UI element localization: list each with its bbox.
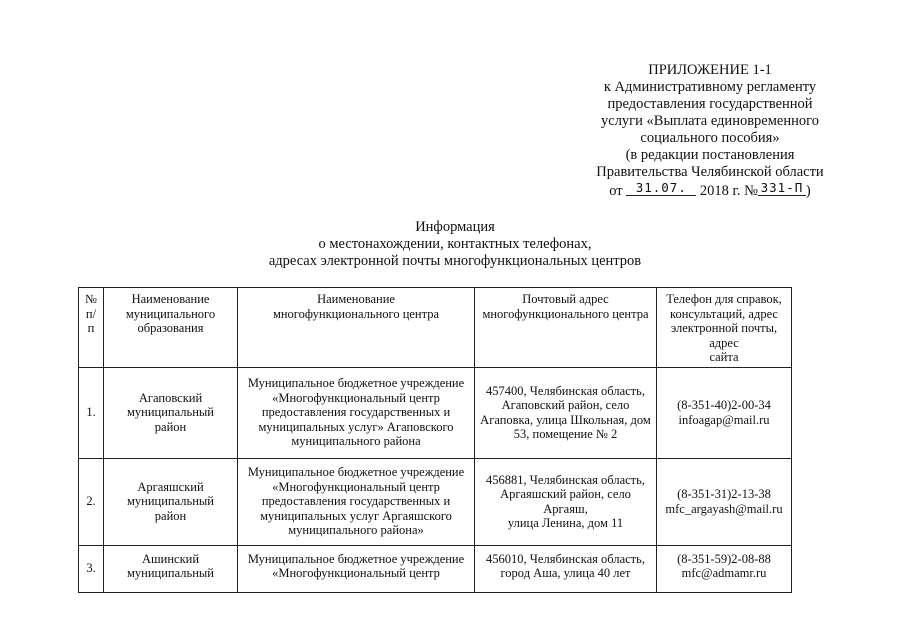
cell-line: город Аша, улица 40 лет (500, 566, 631, 580)
appendix-line: услуги «Выплата единовременного (601, 113, 819, 129)
handwritten-date: 31.07. (626, 181, 696, 196)
phone-text: (8-351-59)2-08-88 (677, 551, 771, 566)
municipality-cell (104, 545, 238, 592)
header-text: Наименование (317, 292, 395, 306)
cell-line: «Многофункциональный центр (272, 566, 440, 580)
center-name-cell (238, 367, 475, 458)
cell-line: «Многофункциональный центр (272, 479, 440, 494)
email-text: infoagap@mail.ru (678, 412, 770, 427)
header-text: Телефон для справок, (666, 292, 782, 306)
header-number (79, 288, 104, 368)
appendix-line: социального пособия» (640, 130, 780, 146)
phone-text: (8-351-31)2-13-38 (677, 487, 771, 501)
cell-line: муниципальный (127, 494, 214, 509)
header-text: многофункционального центра (272, 306, 440, 321)
closing-paren: ) (805, 183, 811, 199)
row-number: 1. (79, 367, 104, 458)
cell-line: предоставления государственных и (261, 494, 451, 509)
header-text: образования (137, 321, 204, 335)
cell-line: муниципального района (291, 434, 421, 449)
mfc-table (78, 287, 792, 593)
cell-line: район (154, 508, 187, 523)
municipality-cell (104, 458, 238, 545)
header-text: п/п (85, 306, 97, 335)
header-text: сайта (709, 350, 739, 364)
header-municipality (104, 288, 238, 368)
header-contacts (657, 288, 792, 368)
contacts-cell (657, 545, 792, 592)
header-text: муниципального (125, 306, 216, 321)
contacts-cell (657, 458, 792, 545)
header-text: Наименование (131, 292, 210, 306)
address-cell (475, 367, 657, 458)
information-title (190, 219, 720, 270)
cell-line: 456010, Челябинская область, (486, 551, 645, 566)
appendix-header (560, 62, 860, 200)
cell-line: Агаповский район, село (501, 398, 630, 412)
table-row (79, 458, 792, 545)
municipality-cell (104, 367, 238, 458)
phone-text: (8-351-40)2-00-34 (677, 398, 771, 412)
title-line: о местонахождении, контактных телефонах, (318, 236, 592, 252)
center-name-cell (238, 458, 475, 545)
appendix-line: ПРИЛОЖЕНИЕ 1-1 (648, 62, 772, 78)
appendix-date-line (560, 181, 860, 200)
cell-line: 53, помещение № 2 (513, 427, 618, 441)
cell-line: Муниципальное бюджетное учреждение (247, 551, 465, 566)
table-row (79, 545, 792, 592)
header-text: консультаций, адрес (670, 306, 778, 321)
cell-line: Агаповка, улица Школьная, дом (480, 412, 651, 427)
header-text: № (85, 292, 97, 306)
row-number: 3. (79, 545, 104, 592)
date-prefix: от (609, 183, 623, 199)
cell-line: Ашинский (141, 551, 200, 566)
header-text: многофункционального центра (482, 306, 649, 321)
address-cell (475, 458, 657, 545)
appendix-line: предоставления государственной (607, 96, 813, 112)
cell-line: Аргаяшский район, село (500, 487, 631, 501)
cell-line: муниципальных услуг» Агаповского (258, 419, 454, 434)
appendix-line: к Административному регламенту (603, 79, 817, 95)
cell-line: улица Ленина, дом 11 (507, 516, 624, 530)
title-line: адресах электронной почты многофункциональных центров (268, 253, 642, 269)
cell-line: Аргаяш, (543, 501, 588, 516)
handwritten-number: 331-П (758, 181, 806, 196)
cell-line: Муниципальное бюджетное учреждение (247, 376, 465, 391)
cell-line: муниципальный (127, 405, 214, 420)
header-center-name (238, 288, 475, 368)
email-text: mfc_argayash@mail.ru (665, 501, 783, 516)
address-cell (475, 545, 657, 592)
table-header-row (79, 288, 792, 368)
appendix-line: Правительства Челябинской области (596, 164, 824, 180)
email-text: mfc@admamr.ru (681, 566, 767, 580)
title-line: Информация (415, 219, 495, 235)
contacts-cell (657, 367, 792, 458)
cell-line: муниципального района» (288, 523, 424, 538)
cell-line: Аргаяшский (137, 479, 204, 494)
cell-line: муниципальный (127, 566, 214, 580)
appendix-line: (в редакции постановления (625, 147, 795, 163)
header-text: электронной почты, адрес (670, 321, 778, 350)
year-text: 2018 г. № (699, 183, 758, 199)
center-name-cell (238, 545, 475, 592)
header-text: Почтовый адрес (522, 292, 609, 306)
header-postal-address (475, 288, 657, 368)
cell-line: 457400, Челябинская область, (486, 383, 645, 398)
cell-line: 456881, Челябинская область, (486, 472, 645, 487)
cell-line: район (154, 419, 187, 434)
cell-line: Агаповский (138, 390, 203, 405)
cell-line: предоставления государственных и (261, 405, 451, 420)
cell-line: Муниципальное бюджетное учреждение (247, 465, 465, 480)
cell-line: муниципальных услуг Аргаяшского (260, 508, 452, 523)
table-row (79, 367, 792, 458)
cell-line: «Многофункциональный центр (272, 390, 440, 405)
row-number: 2. (79, 458, 104, 545)
